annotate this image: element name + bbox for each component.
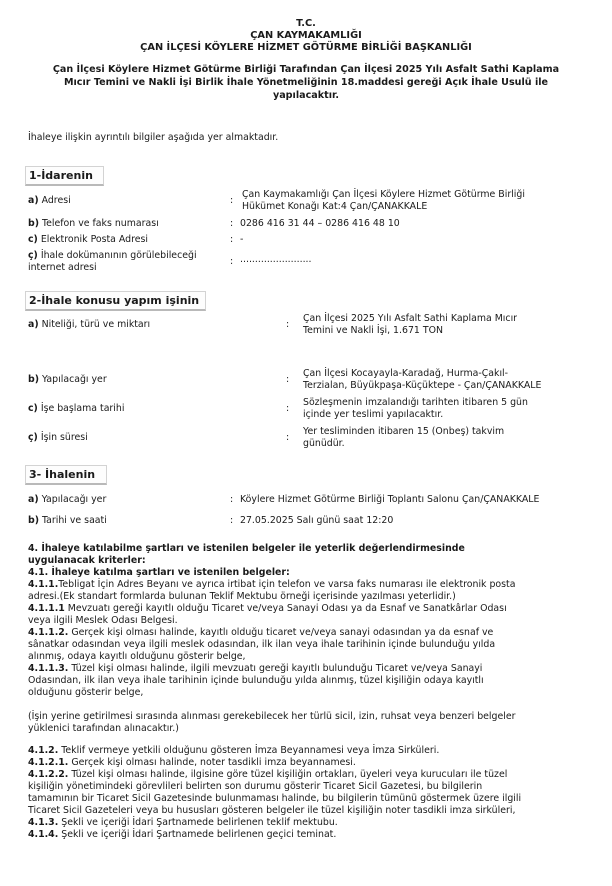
clause-4-1-1-1-cont: veya ilgili Meslek Odası Belgesi. <box>28 615 178 626</box>
s3-row-datetime-label: b) Tarihi ve saati <box>28 515 107 526</box>
s1-row-phone-value: 0286 416 31 44 – 0286 416 48 10 <box>240 218 400 229</box>
s1-row-email-label: c) Elektronik Posta Adresi <box>28 234 149 245</box>
clause-4-1-1-2-cont1: sânatkar odasından veya ilgili meslek odasından, ilk ilan veya ihale tarihinin içinde bulunduğu yılda <box>28 639 496 650</box>
note-paren-l1: (İşin yerine getirilmesi sırasında alınması gerekebilecek her türlü sicil, izin, ruhsat veya benzeri belgeler <box>28 711 516 722</box>
clause-4-1-1: 4.1.1.Tebligat İçin Adres Beyanı ve ayrıca irtibat için telefon ve varsa faks numarası ile elektronik posta <box>28 579 516 590</box>
s2-row-start-colon: : <box>286 403 290 414</box>
clause-4-1-1-cont: adresi.(Ek standart formlarda bulunan Teklif Mektubu örneği içerisinde yazılması yeterlidir.) <box>28 591 456 602</box>
s2-row-duration-colon: : <box>286 432 290 443</box>
clause-4-1-2-2-cont2: tamamının bir Ticaret Sicil Gazetesinde bulunmaması halinde, bu bilgilerin tümünü göstermek üzere ilgili <box>28 793 522 804</box>
note-paren-l2: yüklenici tarafından alınacaktır.) <box>28 723 179 734</box>
clause-4-1-2: 4.1.2. Teklif vermeye yetkili olduğunu gösteren İmza Beyannamesi veya İmza Sirküleri. <box>28 745 440 756</box>
title-line-1: Çan İlçesi Köylere Hizmet Götürme Birliği Tarafından Çan İlçesi 2025 Yılı Asfalt Sathi Kaplama <box>52 64 560 75</box>
clause-4-1-1-1: 4.1.1.1 Mevzuatı gereği kayıtlı olduğu Ticaret ve/veya Sanayi Odası ya da Esnaf ve Sanatkârlar Odası <box>28 603 507 614</box>
clause-4-1-2-1: 4.1.2.1. Gerçek kişi olması halinde, noter tasdikli imza beyannamesi. <box>28 757 356 768</box>
s2-row-nature-colon: : <box>286 319 290 330</box>
clause-4-1-1-2: 4.1.1.2. Gerçek kişi olması halinde, kayıtlı olduğu ticaret ve/veya sanayi odasından ya da esnaf ve <box>28 627 494 638</box>
s2-row-start-value: Sözleşmenin imzalandığı tarihten itibaren 5 gün içinde yer teslimi yapılacaktır. <box>303 397 528 420</box>
s3-row-datetime-colon: : <box>230 515 234 526</box>
clause-4-1-3: 4.1.3. Şekli ve içeriği İdari Şartnamede belirlenen teklif mektubu. <box>28 817 338 828</box>
clause-4-1-2-2-cont1: kişiliğin yönetimindeki görevlileri belirten son durumu gösterir Ticaret Sicil Gazetesi, bu bilgilerin <box>28 781 483 792</box>
header-tc: T.C. <box>296 18 316 29</box>
spacer <box>28 699 594 711</box>
s1-row-address-value: Çan Kaymakamlığı Çan İlçesi Köylere Hizmet Götürme Birliği Hükümet Konağı Kat:4 Çan/ÇANAKKALE <box>242 189 525 212</box>
s2-row-duration-value: Yer tesliminden itibaren 15 (Onbeş) takvim günüdür. <box>303 426 505 449</box>
s2-row-location-value: Çan İlçesi Kocayayla-Karadağ, Hurma-Çakıl- Terzialan, Büyükpaşa-Küçüktepe - Çan/ÇANAKKALE <box>303 368 542 391</box>
clause-4-1-2-2: 4.1.2.2. Tüzel kişi olması halinde, ilgisine göre tüzel kişiliğin ortakları, üyeleri veya kurucuları ile tüzel <box>28 769 508 780</box>
spacer <box>28 735 594 745</box>
clause-4-1: 4.1. İhaleye katılma şartları ve istenilen belgeler: <box>28 567 290 578</box>
s1-row-phone-colon: : <box>230 218 234 229</box>
s2-row-duration-label: ç) İşin süresi <box>28 432 88 443</box>
title-line-2: Mıcır Temini ve Nakli İşi Birlik İhale Yönetmeliğinin 18.maddesi gereği Açık İhale Usulü ile <box>63 77 549 88</box>
section-4-heading-l1: 4. İhaleye katılabilme şartları ve istenilen belgeler ile yeterlik değerlendirmesinde <box>28 543 465 554</box>
clause-4-1-1-3: 4.1.1.3. Tüzel kişi olması halinde, ilgili mevzuatı gereği kayıtlı bulunduğu Ticaret ve/veya Sanayi <box>28 663 483 674</box>
s2-row-nature-value: Çan İlçesi 2025 Yılı Asfalt Sathi Kaplama Mıcır Temini ve Nakli İşi, 1.671 TON <box>303 313 518 336</box>
s1-row-email-colon: : <box>230 234 234 245</box>
s1-row-email-value: - <box>240 234 244 245</box>
s3-row-datetime-value: 27.05.2025 Salı günü saat 12:20 <box>240 515 394 526</box>
clause-4-1-1-3-cont2: olduğunu gösterir belge, <box>28 687 144 698</box>
intro-text: İhaleye ilişkin ayrıntılı bilgiler aşağıda yer almaktadır. <box>28 132 279 143</box>
s1-row-website-label: ç) İhale dokümanının görülebileceği internet adresi <box>28 250 197 273</box>
s2-row-location-label: b) Yapılacağı yer <box>28 374 107 385</box>
title-line-3: yapılacaktır. <box>272 90 340 101</box>
s1-row-website-value: ........................ <box>240 254 312 265</box>
s3-row-place-value: Köylere Hizmet Götürme Birliği Toplantı Salonu Çan/ÇANAKKALE <box>240 494 540 505</box>
s3-row-place-label: a) Yapılacağı yer <box>28 494 107 505</box>
section-4-heading-l2: uygulanacak kriterler: <box>28 555 146 566</box>
s1-row-address-colon: : <box>230 195 234 206</box>
s1-row-website-colon: : <box>230 256 234 267</box>
s1-row-phone-label: b) Telefon ve faks numarası <box>28 218 159 229</box>
clause-4-1-4: 4.1.4. Şekli ve içeriği İdari Şartnamede belirlenen geçici teminat. <box>28 829 337 840</box>
s2-row-location-colon: : <box>286 374 290 385</box>
clause-4-1-1-3-cont1: Odasından, ilk ilan veya ihale tarihinin içinde bulunduğu yılda alınmış, tüzel kişiliğin odaya kayıtlı <box>28 675 484 686</box>
s2-row-start-label: c) İşe başlama tarihi <box>28 403 125 414</box>
header-kaymakamlik: ÇAN KAYMAKAMLIĞI <box>250 30 362 41</box>
s1-row-address-label: a) Adresi <box>28 195 71 206</box>
s3-row-place-colon: : <box>230 494 234 505</box>
document-title <box>20 63 592 102</box>
section-4 <box>28 543 594 841</box>
section-1-heading: 1-İdarenin <box>25 166 104 186</box>
section-2-heading: 2-İhale konusu yapım işinin <box>25 291 206 311</box>
section-3-heading: 3- İhalenin <box>25 465 107 485</box>
s2-row-nature-label: a) Niteliği, türü ve miktarı <box>28 319 151 330</box>
header-birlik: ÇAN İLÇESİ KÖYLERE HİZMET GÖTÜRME BİRLİĞİ BAŞKANLIĞI <box>140 42 472 53</box>
clause-4-1-2-2-cont3: Ticaret Sicil Gazeteleri veya bu hususları gösteren belgeler ile tüzel kişiliğin noter tasdikli imza sirküleri, <box>28 805 516 816</box>
clause-4-1-1-2-cont2: alınmış, odaya kayıtlı olduğunu gösterir belge, <box>28 651 246 662</box>
